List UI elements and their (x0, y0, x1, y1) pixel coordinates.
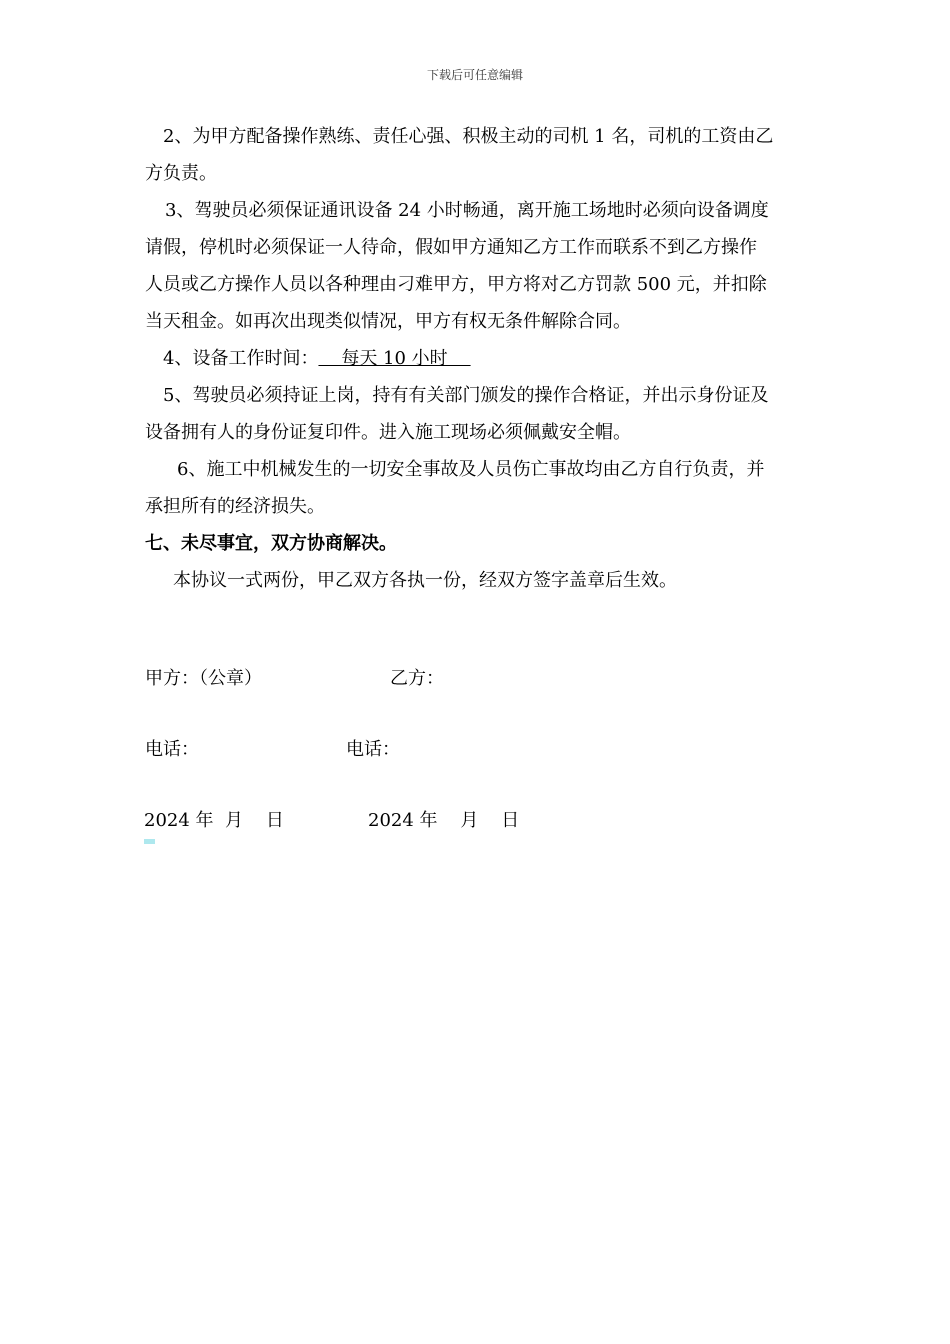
party-a-label: 甲方：（公章） (145, 668, 262, 689)
clause-2-line-1: 2、为甲方配备操作熟练、责任心强、积极主动的司机 1 名，司机的工资由乙 (163, 126, 774, 147)
clause-6-line-2: 承担所有的经济损失。 (145, 496, 325, 517)
document-body (145, 118, 813, 599)
clause-2-line-2: 方负责。 (145, 163, 217, 184)
work-hours-value: 每天 10 小时 (318, 348, 471, 369)
clause-6-line-1: 6、施工中机械发生的一切安全事故及人员伤亡事故均由乙方自行负责，并 (177, 459, 765, 480)
page-header: 下载后可任意编辑 (426, 68, 523, 82)
clause-4-label: 4、设备工作时间： (163, 348, 319, 369)
date-b: 2024 年 月 日 (368, 810, 520, 831)
phone-a-label: 电话： (145, 739, 199, 760)
phone-b-label: 电话： (346, 739, 400, 760)
clause-4 (145, 340, 813, 377)
clause-3-line-3: 人员或乙方操作人员以各种理由刁难甲方，甲方将对乙方罚款 500 元，并扣除 (145, 274, 767, 295)
party-b-label: 乙方： (390, 668, 444, 689)
clause-3-line-1: 3、驾驶员必须保证通讯设备 24 小时畅通，离开施工场地时必须向设备调度 (165, 200, 769, 221)
clause-5-line-1: 5、驾驶员必须持证上岗，持有有关部门颁发的操作合格证，并出示身份证及 (163, 385, 769, 406)
date-a: 2024 年 月 日 (144, 810, 284, 831)
text-cursor-marker (144, 839, 155, 844)
closing-statement: 本协议一式两份，甲乙双方各执一份，经双方签字盖章后生效。 (173, 570, 677, 591)
clause-5-line-2: 设备拥有人的身份证复印件。进入施工现场必须佩戴安全帽。 (145, 422, 631, 443)
section-7-heading: 七、未尽事宜，双方协商解决。 (145, 533, 397, 554)
clause-3-line-4: 当天租金。如再次出现类似情况，甲方有权无条件解除合同。 (145, 311, 631, 332)
clause-3-line-2: 请假，停机时必须保证一人待命，假如甲方通知乙方工作而联系不到乙方操作 (145, 237, 757, 258)
